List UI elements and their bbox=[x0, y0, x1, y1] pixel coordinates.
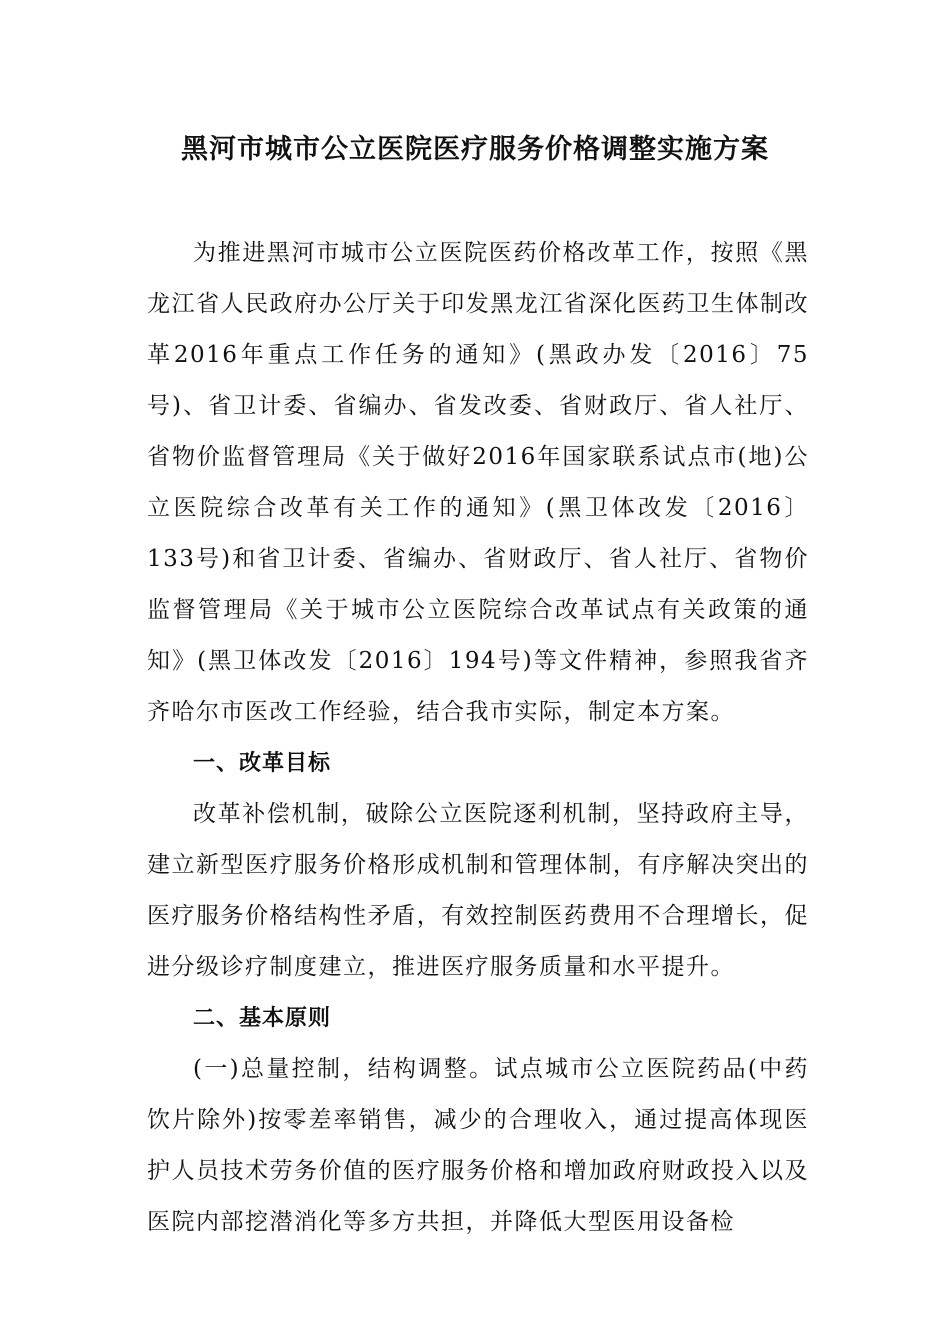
intro-paragraph: 为推进黑河市城市公立医院医药价格改革工作，按照《黑龙江省人民政府办公厅关于印发黑龙江省深化医药卫生体制改革2016年重点工作任务的通知》(黑政办发〔2016〕75号)、省卫计委、省编办、省发改委、省财政厅、省人社厅、省物价监督管理局《关于做好2016年国家联系试点市(地)公立医院综合改革有关工作的通知》(黑卫体改发〔2016〕133号)和省卫计委、省编办、省财政厅、省人社厅、省物价监督管理局《关于城市公立医院综合改革试点有关政策的通知》(黑卫体改发〔2016〕194号)等文件精神，参照我省齐齐哈尔市医改工作经验，结合我市实际，制定本方案。 bbox=[147, 240, 809, 725]
document-title: 黑河市城市公立医院医疗服务价格调整实施方案 bbox=[181, 134, 769, 165]
reform-goals-paragraph: 改革补偿机制，破除公立医院逐利机制，坚持政府主导，建立新型医疗服务价格形成机制和管理体制，有序解决突出的医疗服务价格结构性矛盾，有效控制医药费用不合理增长，促进分级诊疗制度建立，推进医疗服务质量和水平提升。 bbox=[147, 801, 809, 980]
document-body bbox=[147, 228, 809, 1248]
section-heading-basic-principles: 二、基本原则 bbox=[193, 1006, 332, 1031]
basic-principles-paragraph: (一)总量控制，结构调整。试点城市公立医院药品(中药饮片除外)按零差率销售，减少的合理收入，通过提高体现医护人员技术劳务价值的医疗服务价格和增加政府财政投入以及医院内部挖潜消化等多方共担，并降低大型医用设备检 bbox=[147, 1056, 809, 1235]
section-heading-reform-goals: 一、改革目标 bbox=[193, 751, 332, 776]
